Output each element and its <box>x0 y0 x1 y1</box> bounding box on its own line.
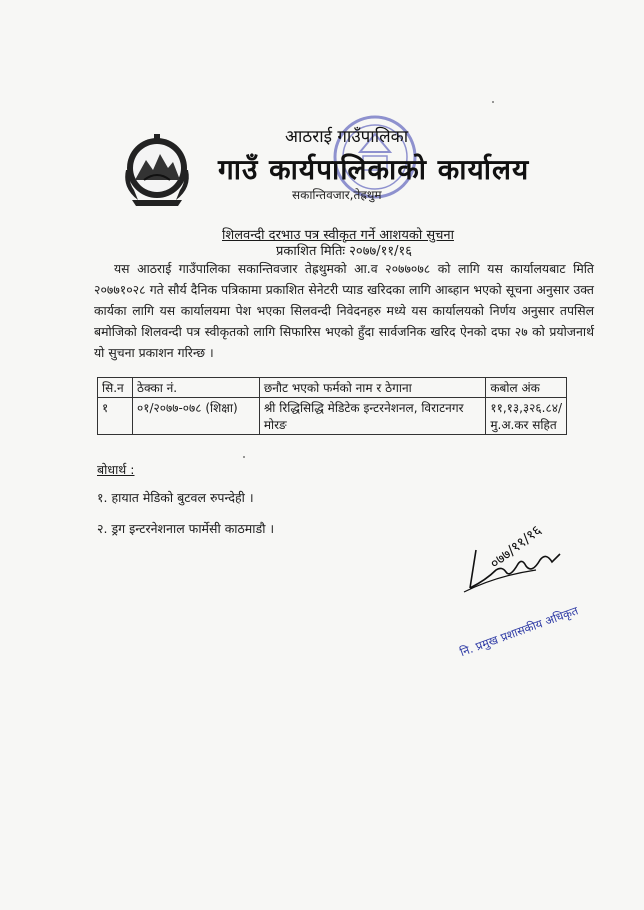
scan-speck <box>492 101 494 103</box>
cell-amount: ११,१३,३२६.८४/ मु.अ.कर सहित <box>486 398 567 435</box>
scan-speck <box>243 456 245 458</box>
col-header-firm: छनौट भएको फर्मको नाम र ठेगाना <box>259 378 486 398</box>
signature-date: ०७७/११/१६ <box>487 522 545 573</box>
cell-firm: श्री रिद्धिसिद्धि मेडिटेक इन्टरनेशनल, विराटनगर मोरङ <box>259 398 486 435</box>
notice-body <box>94 258 594 363</box>
col-header-amount: कबोल अंक <box>486 378 567 398</box>
nepal-emblem-icon <box>118 130 196 210</box>
table-header-row <box>98 378 567 398</box>
note-item-1: १. हायात मेडिको बुटवल रुपन्देही । <box>97 490 254 505</box>
office-address: सकान्तिवजार,तेह्रथुम <box>292 188 382 202</box>
selection-table <box>97 377 567 435</box>
office-title: गाउँ कार्यपालिकाको कार्यालय <box>218 153 530 186</box>
notice-body-text: यस आठराई गाउँपालिका सकान्तिवजार तेह्रथुमको आ.व २०७७०७८ को लागि यस कार्यालयबाट मिति २०७७१०२८ गते सौर्य दैनिक पत्रिकामा प्रकाशित सेनेटरी प्याड खरिदका लागि आब्हान भएको सूचना अनुसार उक्त कार्यका लागि यस कार्यालयमा पेश भएका सिलवन्दी निवेदनहरु मध्ये यस कार्यालयको निर्णय अनुसार तपसिल बमोजिको शिलवन्दी पत्र स्वीकृतको लागि सिफारिस भएको हुँदा सार्वजनिक खरिद ऐनको दफा २७ को प्रयोजनार्थ यो सुचना प्रकाशन गरिन्छ । <box>94 261 594 360</box>
org-name: आठराई गाउँपालिका <box>285 127 409 147</box>
notes-heading: बोधार्थ : <box>97 462 135 477</box>
col-header-contract: ठेक्का नं. <box>132 378 259 398</box>
table-row <box>98 398 567 435</box>
col-header-sn: सि.न <box>98 378 133 398</box>
note-item-2: २. ड्रग इन्टरनेशनाल फार्मेसी काठमाडौ । <box>97 521 275 536</box>
published-date: प्रकाशित मितिः २०७७/११/१६ <box>276 244 413 259</box>
signatory-designation: नि. प्रमुख प्रशासकीय अधिकृत <box>458 603 580 660</box>
notice-title: शिलवन्दी दरभाउ पत्र स्वीकृत गर्ने आशयको सुचना <box>222 228 454 243</box>
cell-contract-no: ०१/२०७७-०७८ (शिक्षा) <box>132 398 259 435</box>
cell-sn: १ <box>98 398 133 435</box>
